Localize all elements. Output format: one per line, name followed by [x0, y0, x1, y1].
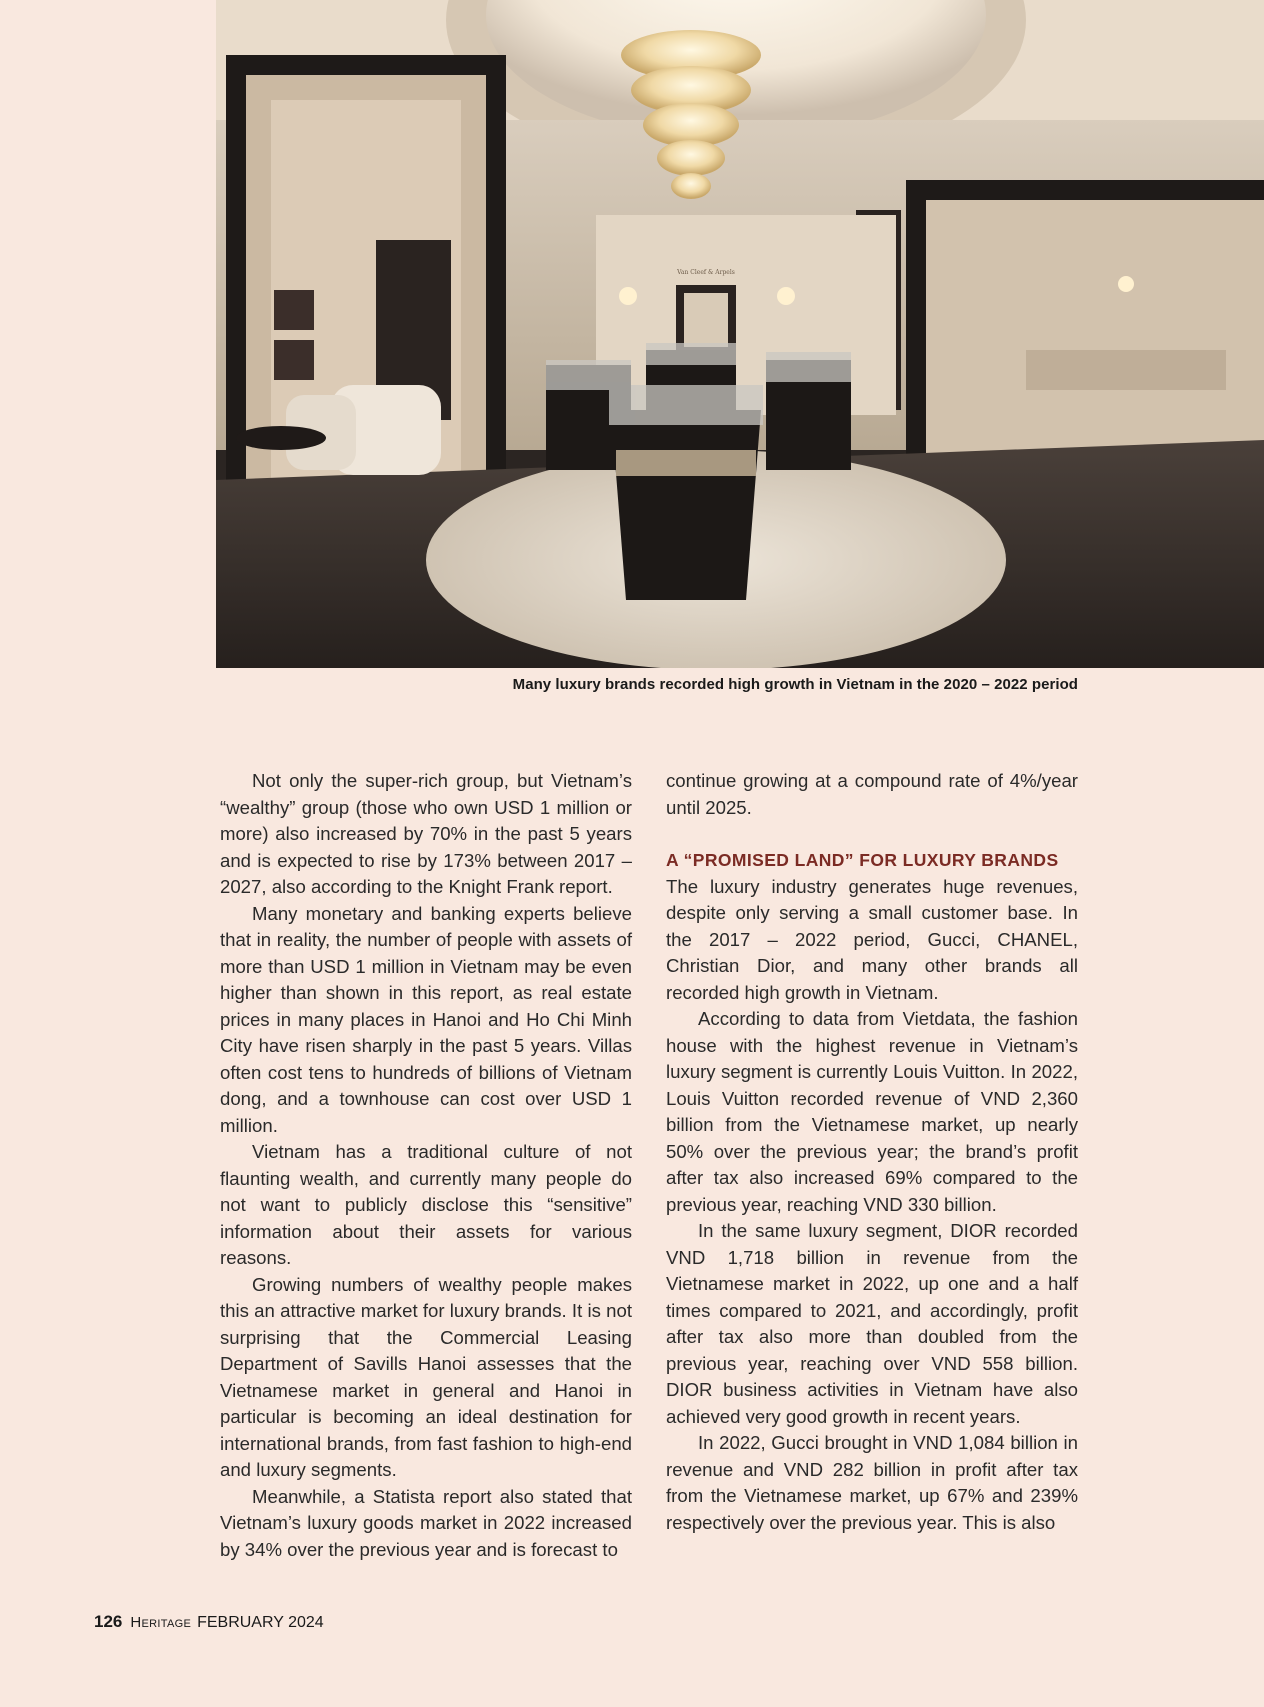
boutique-sign: Van Cleef & Arpels [677, 269, 735, 276]
paragraph: According to data from Vietdata, the fashion house with the highest revenue in Vietnam’s luxury segment is currently Louis Vuitton. In 2022, Louis Vuitton recorded revenue of VND 2,360 billion from the Vietnamese market, up nearly 50% over the previous year; the brand’s profit after tax also increased 69% compared to the previous year, reaching VND 330 billion. [666, 1008, 1078, 1215]
paragraph: Not only the super-rich group, but Vietnam’s “wealthy” group (those who own USD 1 million or more) also increased by 70% in the past 5 years and is expected to rise by 173% between 2017 – 2027, also according to the Knight Frank report. [220, 770, 632, 897]
paragraph: The luxury industry generates huge revenues, despite only serving a small customer base. In the 2017 – 2022 period, Gucci, CHANEL, Christian Dior, and many other brands all recorded high growth in Vietnam. [666, 875, 1078, 1003]
paragraph: Meanwhile, a Statista report also stated that Vietnam’s luxury goods market in 2022 increased by 34% over the previous year and is forecast to [220, 1485, 632, 1560]
paragraph: Growing numbers of wealthy people makes this an attractive market for luxury brands. It is not surprising that the Commercial Leasing Department of Savills Hanoi assesses that the Vietnamese market in general and Hanoi in particular is becoming an ideal destination for international brands, from fast fashion to high-end and luxury segments. [220, 1273, 632, 1480]
paragraph: Vietnam has a traditional culture of not flaunting wealth, and currently many people do not want to publicly disclose this “sensitive” information about their assets for various reasons. [220, 1141, 632, 1268]
page-footer [94, 1612, 324, 1632]
paragraph: Many monetary and banking experts believe that in reality, the number of people with assets of more than USD 1 million in Vietnam may be even higher than shown in this report, as real estate prices in many places in Hanoi and Ho Chi Minh City have risen sharply in the past 5 years. Villas often cost tens to hundreds of billions of Vietnam dong, and a townhouse can cost over USD 1 million. [220, 902, 632, 1136]
article-right-column [666, 768, 1078, 1536]
paragraph: In 2022, Gucci brought in VND 1,084 billion in revenue and VND 282 billion in profit after tax from the Vietnamese market, up 67% and 239% respectively over the previous year. This is also [666, 1432, 1078, 1533]
magazine-name: Heritage [130, 1614, 192, 1631]
boutique-interior-illustration [216, 0, 1264, 668]
photo-caption: Many luxury brands recorded high growth in Vietnam in the 2020 – 2022 period [512, 676, 1078, 693]
boutique-photo [216, 0, 1264, 668]
paragraph: In the same luxury segment, DIOR recorded VND 1,718 billion in revenue from the Vietnamese market in 2022, up one and a half times compared to 2021, and accordingly, profit after tax also more than doubled from the previous year, reaching over VND 558 billion. DIOR business activities in Vietnam have also achieved very good growth in recent years. [666, 1220, 1078, 1427]
paragraph-continuation: continue growing at a compound rate of 4%/year until 2025. [666, 770, 1078, 818]
page-number: 126 [94, 1612, 123, 1631]
section-heading: A “PROMISED LAND” FOR LUXURY BRANDS [666, 850, 1059, 870]
article-left-column [220, 768, 632, 1563]
issue-date: FEBRUARY 2024 [197, 1614, 324, 1631]
